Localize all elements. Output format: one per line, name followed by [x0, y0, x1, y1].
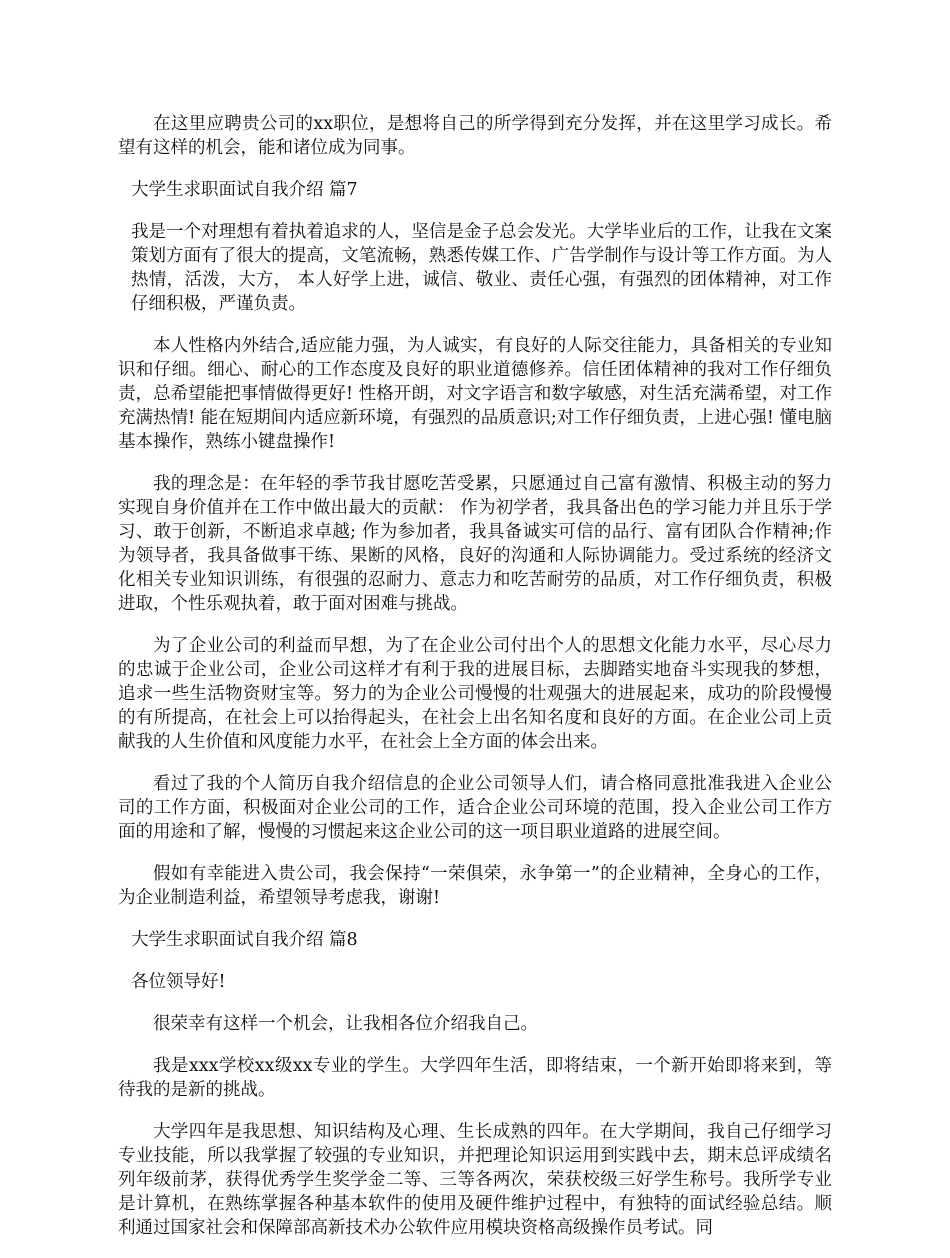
greeting: 各位领导好! [131, 972, 226, 992]
paragraph: 假如有幸能进入贵公司，我会保持“一荣俱荣，永争第一”的企业精神，全身心的工作，为企业制造利益，希望领导考虑我，谢谢! [118, 864, 832, 908]
paragraph: 在这里应聘贵公司的xx职位，是想将自己的所学得到充分发挥，并在这里学习成长。希望有这样的机会，能和诸位成为同事。 [118, 114, 832, 158]
paragraph: 我是一个对理想有着执着追求的人，坚信是金子总会发光。大学毕业后的工作，让我在文案策划方面有了很大的提高，文笔流畅，熟悉传媒工作、广告学制作与设计等工作方面。为人热情，活泼，大方， 本人好学上进，诚信、敬业、责任心强，有强烈的团体精神，对工作仔细积极，严谨负责。 [131, 222, 832, 314]
paragraph: 看过了我的个人简历自我介绍信息的企业公司领导人们，请合格同意批准我进入企业公司的工作方面，积极面对企业公司的工作，适合企业公司环境的范围，投入企业公司工作方面的用途和了解，慢慢的习惯起来这企业公司的这一项目职业道路的进展空间。 [118, 774, 832, 842]
paragraph: 为了企业公司的利益而早想，为了在企业公司付出个人的思想文化能力水平，尽心尽力的忠诚于企业公司，企业公司这样才有利于我的进展目标，去脚踏实地奋斗实现我的梦想，追求一些生活物资财宝等。努力的为企业公司慢慢的壮观强大的进展起来，成功的阶段慢慢的有所提高，在社会上可以抬得起头，在社会上出名知名度和良好的方面。在企业公司上贡献我的人生价值和风度能力水平，在社会上全方面的体会出来。 [118, 636, 832, 752]
section-heading: 大学生求职面试自我介绍 篇8 [131, 930, 358, 950]
paragraph: 本人性格内外结合,适应能力强，为人诚实，有良好的人际交往能力，具备相关的专业知识和仔细。细心、耐心的工作态度及良好的职业道德修养。信任团体精神的我对工作仔细负责，总希望能把事情做得更好! 性格开朗，对文字语言和数字敏感，对生活充满希望，对工作充满热情! 能在短期间内适应新环境，有强烈的品质意识;对工作仔细负责，上进心强! 懂电脑基本操作，熟练小键盘操作! [118, 336, 832, 452]
document-content [118, 112, 832, 1258]
paragraph: 很荣幸有这样一个机会，让我相各位介绍我自己。 [153, 1014, 538, 1034]
paragraph: 我是xxx学校xx级xx专业的学生。大学四年生活，即将结束，一个新开始即将来到，等待我的是新的挑战。 [118, 1056, 832, 1100]
paragraph: 大学四年是我思想、知识结构及心理、生长成熟的四年。在大学期间，我自己仔细学习专业技能，所以我掌握了较强的专业知识，并把理论知识运用到实践中去，期末总评成绩名列年级前茅，获得优秀学生奖学金二等、三等各两次，荣获校级三好学生称号。我所学专业是计算机，在熟练掌握各种基本软件的使用及硬件维护过程中，有独特的面试经验总结。顺利通过国家社会和保障部高新技术办公软件应用模块资格高级操作员考试。同 [118, 1122, 832, 1238]
paragraph: 我的理念是：在年轻的季节我甘愿吃苦受累，只愿通过自己富有激情、积极主动的努力实现自身价值并在工作中做出最大的贡献： 作为初学者，我具备出色的学习能力并且乐于学习、敢于创新，不断追求卓越; 作为参加者，我具备诚实可信的品行、富有团队合作精神;作为领导者，我具备做事干练、果断的风格，良好的沟通和人际协调能力。受过系统的经济文化相关专业知识训练，有很强的忍耐力、意志力和吃苦耐劳的品质，对工作仔细负责，积极进取，个性乐观执着，敢于面对困难与挑战。 [118, 474, 832, 614]
section-heading: 大学生求职面试自我介绍 篇7 [131, 180, 358, 200]
